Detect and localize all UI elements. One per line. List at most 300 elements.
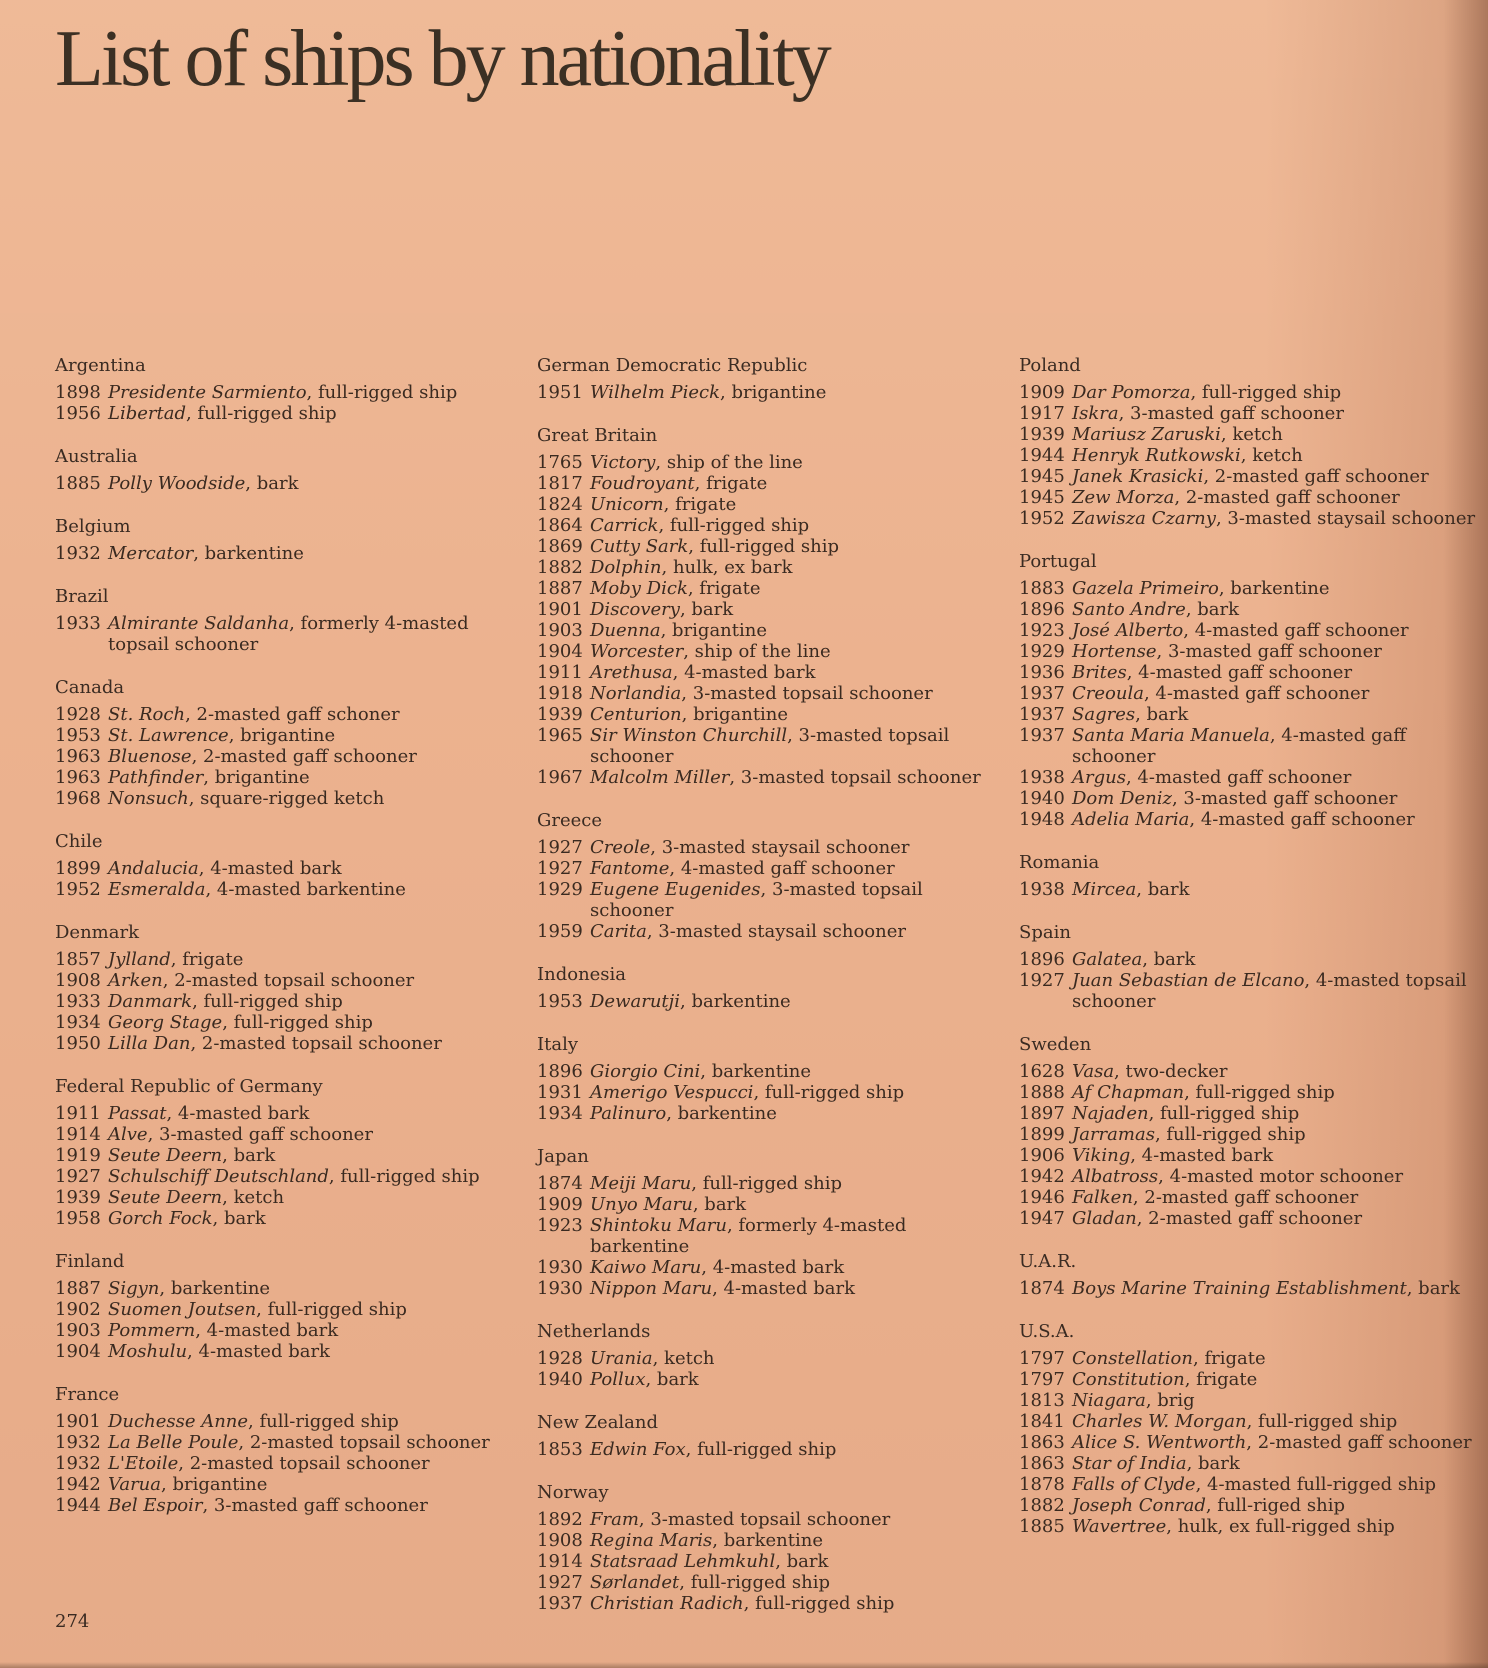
ship-year: 1927 [537, 1572, 583, 1593]
ship-year: 1952 [55, 879, 101, 900]
ship-year: 1885 [55, 473, 101, 494]
ship-type: , 4-masted bark [195, 1320, 339, 1341]
ship-type: , 4-masted gaff schooner [1126, 662, 1353, 683]
ship-year: 1942 [1019, 1166, 1065, 1187]
ship-name: Gazela Primeiro [1072, 578, 1219, 599]
ship-description [108, 949, 525, 970]
ship-description [108, 1495, 525, 1516]
ship-name: Viking [1072, 1145, 1131, 1166]
country-heading: Federal Republic of Germany [55, 1076, 323, 1097]
ship-name: Iskra [1072, 403, 1119, 424]
country-section [55, 446, 525, 494]
ship-type: , bark [222, 1145, 276, 1166]
ship-entry [537, 662, 1007, 683]
ship-entry [537, 515, 1007, 536]
ship-type: , full-rigged ship [185, 403, 337, 424]
ship-description [1072, 1432, 1479, 1453]
ship-year: 1933 [55, 613, 101, 634]
ship-year: 1944 [1019, 445, 1065, 466]
ship-entry [1019, 1103, 1479, 1124]
ship-name: Nonsuch [108, 788, 189, 809]
ship-description [108, 1341, 525, 1362]
country-heading: U.A.R. [1019, 1251, 1077, 1272]
ship-type: , bark [1185, 599, 1240, 620]
ship-entry [537, 921, 1007, 942]
ship-description [590, 991, 1007, 1012]
ship-type: , brigantine [720, 382, 827, 403]
ship-name: Seute Deern [108, 1187, 223, 1208]
ship-description [1072, 1453, 1479, 1474]
ship-name: Sørlandet [590, 1572, 680, 1593]
ship-type: , formerly 4-masted barkentine [590, 1215, 907, 1257]
ship-name: Creole [590, 837, 651, 858]
ship-description [590, 1593, 1007, 1614]
country-section [537, 1321, 1007, 1390]
ship-entry [55, 543, 525, 564]
ship-year: 1930 [537, 1257, 583, 1278]
ship-type: , bark [212, 1208, 266, 1229]
ship-type: , hulk, ex bark [661, 557, 793, 578]
ship-entry [1019, 599, 1479, 620]
ship-description [108, 746, 525, 767]
country-section [1019, 922, 1479, 1012]
ship-name: La Belle Poule [108, 1432, 239, 1453]
ship-entry [55, 949, 525, 970]
country-heading: Chile [55, 831, 103, 852]
ship-name: Nippon Maru [590, 1278, 713, 1299]
ship-name: Galatea [1072, 949, 1143, 970]
ship-year: 1909 [537, 1194, 583, 1215]
ship-name: Hortense [1072, 641, 1157, 662]
ship-name: Mircea [1072, 879, 1137, 900]
ship-name: Zawisza Czarny [1072, 508, 1216, 529]
ship-entry [1019, 1082, 1479, 1103]
ship-name: Palinuro [590, 1103, 667, 1124]
ship-year: 1937 [537, 1593, 583, 1614]
ship-description [590, 1173, 1007, 1194]
ship-entry [55, 1411, 525, 1432]
ship-description [108, 1299, 525, 1320]
ship-type: , 4-masted bark [672, 662, 816, 683]
ship-year: 1883 [1019, 578, 1065, 599]
ship-entry [1019, 382, 1479, 403]
ship-year: 1902 [55, 1299, 101, 1320]
ship-year: 1908 [537, 1530, 583, 1551]
ship-name: Mercator [108, 543, 194, 564]
ship-description [590, 662, 1007, 683]
ship-description [590, 557, 1007, 578]
ship-description [108, 1166, 525, 1187]
ship-year: 1938 [1019, 879, 1065, 900]
column-1 [55, 355, 525, 1538]
ship-year: 1882 [1019, 1495, 1065, 1516]
ship-entry [537, 1572, 1007, 1593]
ship-description [590, 1572, 1007, 1593]
ship-description [108, 704, 525, 725]
ship-entry [55, 1033, 525, 1054]
ship-name: Cutty Sark [590, 536, 689, 557]
ship-name: Andalucia [108, 858, 199, 879]
ship-name: Dom Deniz [1072, 788, 1172, 809]
country-heading: Romania [1019, 852, 1100, 873]
ship-description [108, 543, 525, 564]
ship-name: Pathfinder [108, 767, 204, 788]
ship-name: Falken [1072, 1187, 1133, 1208]
ship-entry [537, 1593, 1007, 1614]
ship-entry [1019, 949, 1479, 970]
country-heading: France [55, 1384, 120, 1405]
ship-name: Alve [108, 1124, 148, 1145]
ship-year: 1919 [55, 1145, 101, 1166]
ship-year: 1940 [1019, 788, 1065, 809]
country-heading: Norway [537, 1482, 609, 1503]
ship-type: , barkentine [1218, 578, 1330, 599]
ship-description [1072, 466, 1479, 487]
ship-entry [55, 1320, 525, 1341]
ship-type: , full-rigged ship [328, 1166, 480, 1187]
country-section [537, 1146, 1007, 1299]
ship-type: , 4-masted bark [712, 1278, 855, 1299]
ship-entry [1019, 1432, 1479, 1453]
ship-entry [1019, 704, 1479, 725]
ship-year: 1938 [1019, 767, 1065, 788]
country-heading: Greece [537, 810, 603, 831]
ship-entry [55, 1103, 525, 1124]
ship-name: Mariusz Zaruski [1072, 424, 1221, 445]
ship-entry [55, 1495, 525, 1516]
ship-entry [55, 473, 525, 494]
ship-type: , barkentine [666, 1103, 777, 1124]
ship-name: Brites [1072, 662, 1127, 683]
ship-name: Najaden [1072, 1103, 1149, 1124]
ship-entry [1019, 1187, 1479, 1208]
country-heading: Great Britain [537, 425, 658, 446]
ship-year: 1931 [537, 1082, 583, 1103]
ship-entry [1019, 508, 1479, 529]
ship-entry [1019, 620, 1479, 641]
ship-year: 1953 [55, 725, 101, 746]
ship-entry [1019, 879, 1479, 900]
ship-type: , bark [645, 1369, 699, 1390]
ship-year: 1901 [537, 599, 583, 620]
ship-type: , ketch [1240, 445, 1303, 466]
ship-year: 1936 [1019, 662, 1065, 683]
ship-type: , bark [692, 1194, 747, 1215]
ship-year: 1963 [55, 746, 101, 767]
ship-description [1072, 1082, 1479, 1103]
ship-year: 1929 [537, 879, 583, 900]
ship-type: , barkentine [680, 991, 791, 1012]
ship-type: , bark [775, 1551, 829, 1572]
ship-year: 1896 [1019, 599, 1065, 620]
ship-year: 1897 [1019, 1103, 1065, 1124]
ship-name: Duchesse Anne [108, 1411, 249, 1432]
ship-description [590, 1348, 1007, 1369]
ship-name: Georg Stage [108, 1012, 223, 1033]
ship-description [108, 1453, 525, 1474]
ship-type: , 4-masted topsail schooner [1072, 970, 1467, 1012]
ship-description [590, 620, 1007, 641]
ship-name: Statsraad Lehmkuhl [590, 1551, 776, 1572]
country-heading: Finland [55, 1251, 125, 1272]
ship-description [590, 1215, 1007, 1257]
ship-description [1072, 382, 1479, 403]
ship-year: 1911 [55, 1103, 101, 1124]
ship-description [1072, 725, 1479, 767]
ship-description [590, 1509, 1007, 1530]
ship-name: Fram [590, 1509, 639, 1530]
ship-entry [537, 858, 1007, 879]
ship-year: 1944 [55, 1495, 101, 1516]
ship-type: , full-rigged ship [691, 1173, 842, 1194]
ship-type: , 2-masted topsail schooner [190, 1033, 442, 1054]
ship-year: 1918 [537, 683, 583, 704]
ship-entry [537, 452, 1007, 473]
ship-year: 1864 [537, 515, 583, 536]
ship-description [1072, 1103, 1479, 1124]
ship-entry [537, 767, 1007, 788]
ship-type: , 4-masted full-rigged ship [1195, 1474, 1436, 1495]
ship-name: Victory [590, 452, 656, 473]
ship-description [108, 1103, 525, 1124]
ship-description [590, 1061, 1007, 1082]
ship-description [1072, 1145, 1479, 1166]
ship-name: Suomen Joutsen [108, 1299, 257, 1320]
ship-entry [55, 1474, 525, 1495]
country-section [55, 1384, 525, 1516]
ship-year: 1942 [55, 1474, 101, 1495]
ship-year: 1959 [537, 921, 583, 942]
ship-description [108, 991, 525, 1012]
ship-name: Giorgio Cini [590, 1061, 701, 1082]
ship-entry [55, 879, 525, 900]
ship-year: 1940 [537, 1369, 583, 1390]
ship-description [1072, 508, 1479, 529]
ship-entry [1019, 1495, 1479, 1516]
ship-name: Niagara [1072, 1390, 1146, 1411]
ship-entry [55, 403, 525, 424]
ship-description [108, 1124, 525, 1145]
ship-description [1072, 1187, 1479, 1208]
ship-year: 1934 [55, 1012, 101, 1033]
ship-description [1072, 1166, 1479, 1187]
ship-year: 1874 [1019, 1278, 1065, 1299]
ship-name: Polly Woodside [108, 473, 246, 494]
ship-year: 1953 [537, 991, 583, 1012]
ship-year: 1932 [55, 543, 101, 564]
ship-type: , frigate [1193, 1348, 1266, 1369]
ship-name: Fantome [590, 858, 670, 879]
ship-entry [1019, 788, 1479, 809]
ship-type: , 3-masted topsail schooner [590, 725, 950, 767]
ship-year: 1934 [537, 1103, 583, 1124]
ship-entry [1019, 424, 1479, 445]
ship-description [590, 1194, 1007, 1215]
ship-description [1072, 487, 1479, 508]
ship-type: , formerly 4-masted topsail schooner [108, 613, 469, 655]
ship-type: , 3-masted gaff schooner [147, 1124, 373, 1145]
ship-entry [1019, 662, 1479, 683]
ship-year: 1948 [1019, 809, 1065, 830]
ship-type: , 3-masted staysail schooner [1215, 508, 1476, 529]
ship-description [108, 1012, 525, 1033]
ship-entry [537, 1082, 1007, 1103]
ship-type: , full-rigged ship [222, 1012, 373, 1033]
ship-description [108, 1278, 525, 1299]
ship-description [590, 1082, 1007, 1103]
ship-name: Libertad [108, 403, 186, 424]
ship-name: Santa Maria Manuela [1072, 725, 1270, 746]
ship-type: , ship of the line [655, 452, 803, 473]
ship-description [1072, 424, 1479, 445]
ship-type: , 4-masted bark [198, 858, 342, 879]
ship-description [1072, 683, 1479, 704]
ship-year: 1906 [1019, 1145, 1065, 1166]
ship-entry [55, 704, 525, 725]
ship-description [590, 1439, 1007, 1460]
ship-description [590, 767, 1007, 788]
ship-year: 1927 [55, 1166, 101, 1187]
ship-description [590, 599, 1007, 620]
ship-year: 1878 [1019, 1474, 1065, 1495]
ship-type: , 4-masted gaff schooner [1143, 683, 1370, 704]
ship-name: Edwin Fox [590, 1439, 686, 1460]
ship-year: 1904 [537, 641, 583, 662]
ship-name: Constitution [1072, 1369, 1185, 1390]
ship-entry [537, 641, 1007, 662]
ship-year: 1909 [1019, 382, 1065, 403]
ship-description [1072, 767, 1479, 788]
ship-name: Argus [1072, 767, 1126, 788]
country-section [1019, 1321, 1479, 1537]
ship-year: 1797 [1019, 1348, 1065, 1369]
ship-type: , bark [1406, 1278, 1460, 1299]
country-heading: Spain [1019, 922, 1071, 943]
ship-description [1072, 879, 1479, 900]
ship-year: 1853 [537, 1439, 583, 1460]
ship-name: St. Roch [108, 704, 186, 725]
ship-type: , 2-masted gaff schooner [1132, 1187, 1359, 1208]
ship-name: Joseph Conrad [1072, 1495, 1206, 1516]
ship-type: , bark [679, 599, 734, 620]
ship-description [1072, 788, 1479, 809]
ship-entry [1019, 1348, 1479, 1369]
ship-entry [537, 879, 1007, 921]
ship-year: 1927 [1019, 970, 1065, 991]
ship-name: Santo Andre [1072, 599, 1186, 620]
ship-description [590, 382, 1007, 403]
ship-name: Adelia Maria [1072, 809, 1190, 830]
country-heading: Sweden [1019, 1034, 1092, 1055]
ship-type: , full-rigged ship [685, 1439, 837, 1460]
ship-type: , brig [1145, 1390, 1195, 1411]
ship-description [1072, 704, 1479, 725]
ship-type: , 4-masted gaff schooner [1125, 767, 1352, 788]
ship-type: , full-rigged ship [1154, 1124, 1306, 1145]
ship-entry [1019, 970, 1479, 1012]
ship-year: 1896 [1019, 949, 1065, 970]
ship-entry [537, 1061, 1007, 1082]
ship-type: , full-riged ship [1205, 1495, 1346, 1516]
ship-entry [1019, 578, 1479, 599]
ship-name: Charles W. Morgan [1072, 1411, 1247, 1432]
ship-year: 1901 [55, 1411, 101, 1432]
ship-description [108, 613, 525, 655]
ship-entry [1019, 1208, 1479, 1229]
ship-name: Dar Pomorza [1072, 382, 1191, 403]
ship-description [590, 1551, 1007, 1572]
ship-name: Jarramas [1072, 1124, 1155, 1145]
ship-type: , ketch [222, 1187, 285, 1208]
ship-type: , full-rigged ship [658, 515, 810, 536]
ship-name: Passat [108, 1103, 167, 1124]
ship-description [108, 725, 525, 746]
country-section [55, 1076, 525, 1229]
ship-type: , hulk, ex full-rigged ship [1166, 1516, 1395, 1537]
ship-entry [537, 620, 1007, 641]
page-title: List of ships by nationality [55, 15, 829, 103]
ship-type: , 4-masted bark [701, 1257, 845, 1278]
ship-year: 1899 [55, 858, 101, 879]
ship-entry [1019, 809, 1479, 830]
ship-description [1072, 1208, 1479, 1229]
ship-type: , 4-masted gaff schooner [1189, 809, 1415, 830]
ship-year: 1939 [537, 704, 583, 725]
ship-year: 1929 [1019, 641, 1065, 662]
country-section [1019, 1251, 1479, 1299]
ship-type: , frigate [170, 949, 244, 970]
ship-year: 1914 [537, 1551, 583, 1572]
ship-type: , 4-masted bark [187, 1341, 330, 1362]
ship-name: Wavertree [1072, 1516, 1167, 1537]
ship-entry [55, 382, 525, 403]
ship-year: 1927 [537, 837, 583, 858]
ship-type: , brigantine [228, 725, 336, 746]
ship-year: 1956 [55, 403, 101, 424]
ship-entry [1019, 487, 1479, 508]
ship-year: 1947 [1019, 1208, 1065, 1229]
ship-year: 1813 [1019, 1390, 1065, 1411]
ship-year: 1892 [537, 1509, 583, 1530]
ship-entry [55, 1208, 525, 1229]
ship-name: Varua [108, 1474, 162, 1495]
column-2 [537, 355, 1007, 1636]
ship-type: , bark [1136, 879, 1190, 900]
ship-description [590, 1278, 1007, 1299]
ship-name: Discovery [590, 599, 680, 620]
ship-year: 1950 [55, 1033, 101, 1054]
ship-description [590, 536, 1007, 557]
ship-name: Arken [108, 970, 163, 991]
ship-description [108, 1033, 525, 1054]
ship-description [1072, 949, 1479, 970]
country-heading: German Democratic Republic [537, 355, 808, 376]
ship-entry [55, 1299, 525, 1320]
ship-year: 1945 [1019, 487, 1065, 508]
ship-type: , 4-masted bark [166, 1103, 310, 1124]
ship-name: Alice S. Wentworth [1072, 1432, 1247, 1453]
ship-year: 1765 [537, 452, 583, 473]
country-heading: Belgium [55, 516, 131, 537]
country-section [537, 1412, 1007, 1460]
ship-year: 1968 [55, 788, 101, 809]
ship-name: Pollux [590, 1369, 646, 1390]
ship-description [590, 879, 1007, 921]
ship-type: , 4-masted bark [1130, 1145, 1274, 1166]
ship-name: Amerigo Vespucci [590, 1082, 754, 1103]
ship-entry [55, 725, 525, 746]
ship-year: 1923 [537, 1215, 583, 1236]
